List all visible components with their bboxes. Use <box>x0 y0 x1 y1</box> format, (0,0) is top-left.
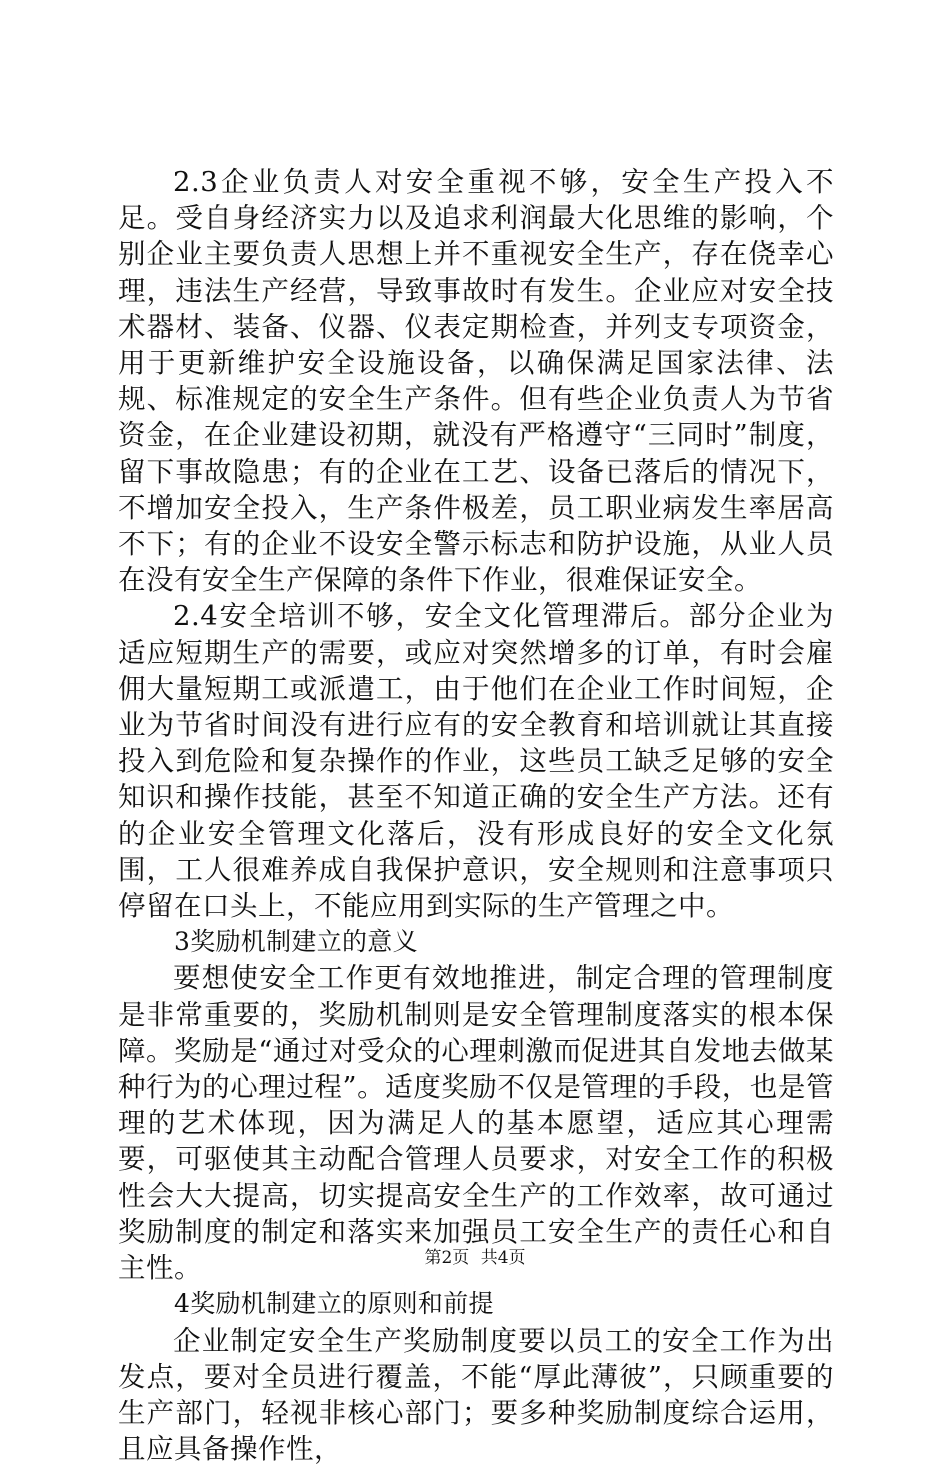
page-number-footer: 第2页 共4页 <box>0 1247 950 1269</box>
section-heading-4: 4奖励机制建立的原则和前提 <box>118 1286 834 1322</box>
paragraph-2-3: 2.3企业负责人对安全重视不够，安全生产投入不足。受自身经济实力以及追求利润最大化思维的影响，个别企业主要负责人思想上并不重视安全生产，存在侥幸心理，违法生产经营，导致事故时有发生。企业应对安全技术器材、装备、仪器、仪表定期检查，并列支专项资金，用于更新维护安全设施设备，以确保满足国家法律、法规、标准规定的安全生产条件。但有些企业负责人为节省资金，在企业建设初期，就没有严格遵守“三同时”制度，留下事故隐患；有的企业在工艺、设备已落后的情况下，不增加安全投入，生产条件极差，员工职业病发生率居高不下；有的企业不设安全警示标志和防护设施，从业人员在没有安全生产保障的条件下作业，很难保证安全。 <box>118 164 834 598</box>
paragraph-2-4: 2.4安全培训不够，安全文化管理滞后。部分企业为适应短期生产的需要，或应对突然增多的订单，有时会雇佣大量短期工或派遣工，由于他们在企业工作时间短，企业为节省时间没有进行应有的安全教育和培训就让其直接投入到危险和复杂操作的作业，这些员工缺乏足够的安全知识和操作技能，甚至不知道正确的安全生产方法。还有的企业安全管理文化落后，没有形成良好的安全文化氛围，工人很难养成自我保护意识，安全规则和注意事项只停留在口头上，不能应用到实际的生产管理之中。 <box>118 598 834 924</box>
document-body <box>118 164 834 1467</box>
paragraph-section-3: 要想使安全工作更有效地推进，制定合理的管理制度是非常重要的，奖励机制则是安全管理制度落实的根本保障。奖励是“通过对受众的心理刺激而促进其自发地去做某种行为的心理过程”。适度奖励不仅是管理的手段，也是管理的艺术体现，因为满足人的基本愿望，适应其心理需要，可驱使其主动配合管理人员要求，对安全工作的积极性会大大提高，切实提高安全生产的工作效率，故可通过奖励制度的制定和落实来加强员工安全生产的责任心和自主性。 <box>118 960 834 1286</box>
section-heading-3: 3奖励机制建立的意义 <box>118 924 834 960</box>
paragraph-section-4: 企业制定安全生产奖励制度要以员工的安全工作为出发点，要对全员进行覆盖，不能“厚此薄彼”，只顾重要的生产部门，轻视非核心部门；要多种奖励制度综合运用，且应具备操作性， <box>118 1323 834 1467</box>
